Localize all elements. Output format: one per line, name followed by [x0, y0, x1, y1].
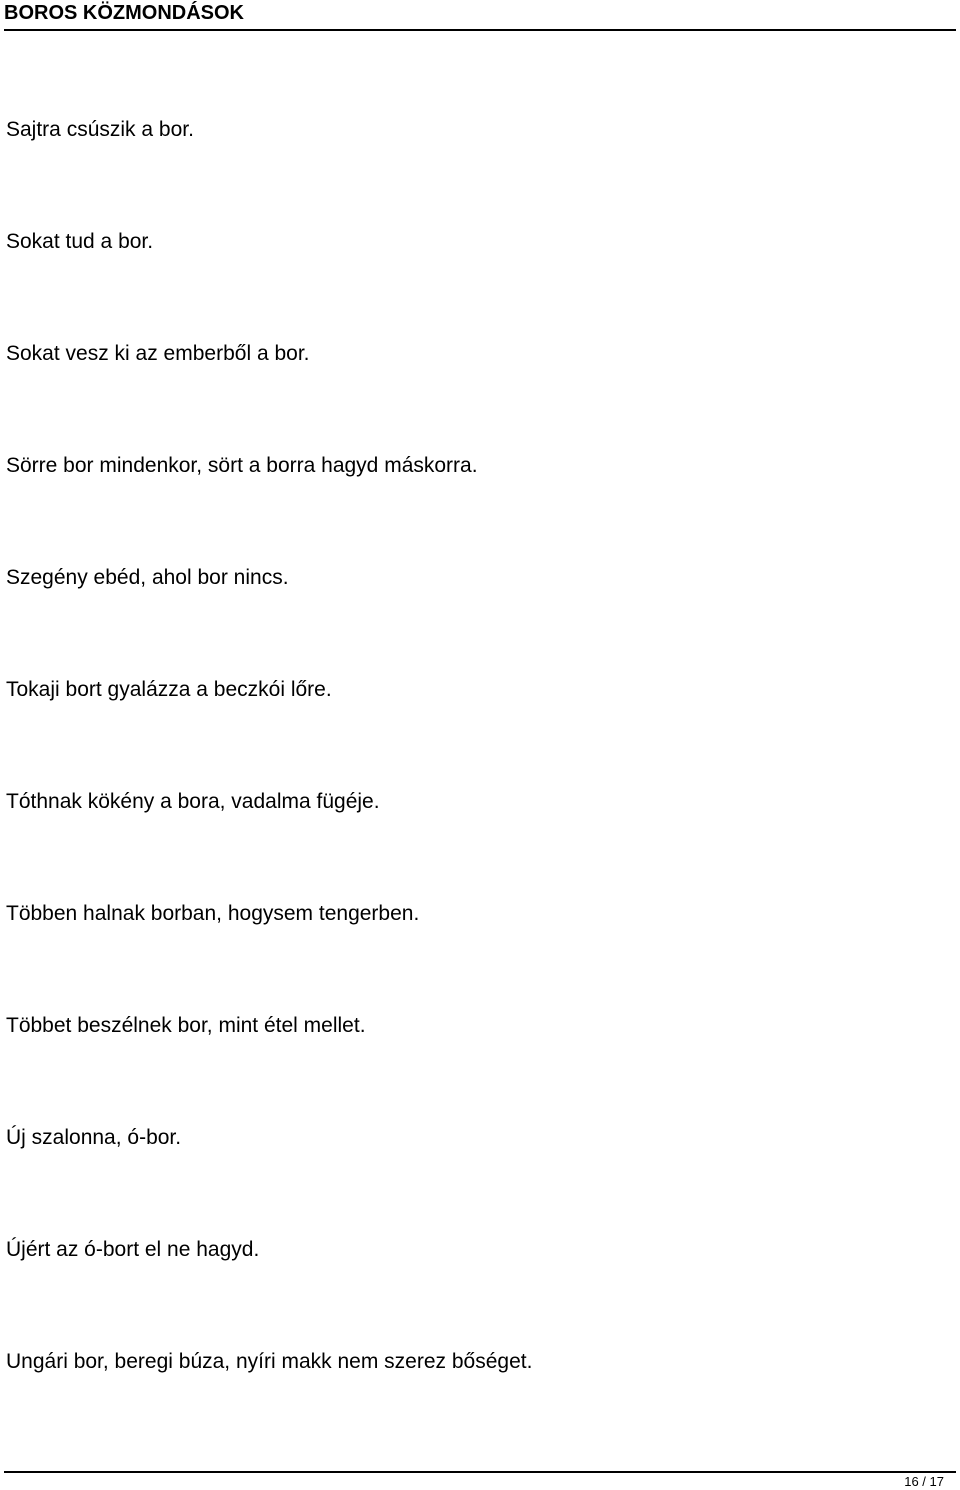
proverb-item: Újért az ó-bort el ne hagyd.	[6, 1238, 260, 1261]
proverb-item: Többet beszélnek bor, mint étel mellet.	[6, 1014, 366, 1037]
page-title: BOROS KÖZMONDÁSOK	[4, 2, 244, 24]
proverb-item: Sokat tud a bor.	[6, 230, 154, 253]
footer-divider	[4, 1471, 956, 1473]
header-divider	[4, 29, 956, 31]
page-header	[0, 0, 960, 32]
proverb-item: Többen halnak borban, hogysem tengerben.	[6, 902, 420, 925]
proverb-item: Tóthnak kökény a bora, vadalma fügéje.	[6, 790, 380, 813]
proverb-item: Új szalonna, ó-bor.	[6, 1126, 182, 1149]
proverb-item: Tokaji bort gyalázza a beczkói lőre.	[6, 678, 332, 701]
proverb-item: Sokat vesz ki az emberből a bor.	[6, 342, 310, 365]
page-number: 16 / 17	[904, 1474, 944, 1489]
proverb-item: Ungári bor, beregi búza, nyíri makk nem szerez bőséget.	[6, 1350, 533, 1373]
proverb-item: Sörre bor mindenkor, sört a borra hagyd máskorra.	[6, 454, 478, 477]
proverb-item: Sajtra csúszik a bor.	[6, 118, 194, 141]
proverb-item: Szegény ebéd, ahol bor nincs.	[6, 566, 289, 589]
